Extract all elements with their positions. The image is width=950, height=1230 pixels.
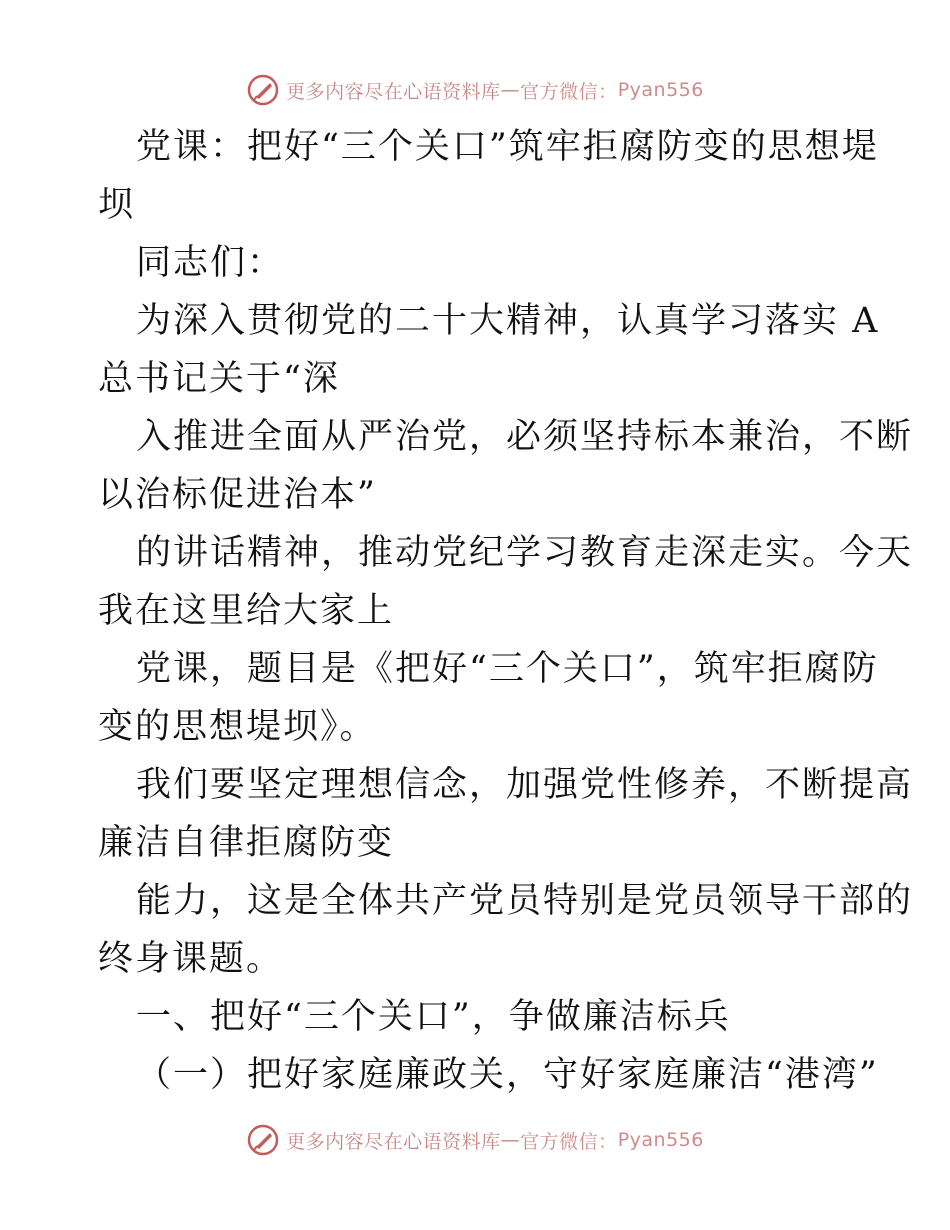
paragraph-line: 党课，题目是《把好“三个关口”，筑牢拒腐防 bbox=[136, 649, 879, 689]
paragraph-line: 的讲话精神，推动党纪学习教育走深走实。今天 bbox=[136, 533, 914, 573]
paragraph-line: 廉洁自律拒腐防变 bbox=[98, 823, 395, 863]
footer-separator: — bbox=[500, 1129, 521, 1151]
paragraph-line: 我们要坚定理想信念，加强党性修养，不断提高 bbox=[136, 765, 914, 805]
salutation: 同志们： bbox=[136, 243, 285, 283]
paragraph-line: 我在这里给大家上 bbox=[98, 591, 395, 631]
paragraph-line: 变的思想堤坝》。 bbox=[98, 707, 377, 747]
footer-wechat-label: 官方微信： bbox=[520, 1130, 618, 1153]
footer-site-text: 更多内容尽在心语资料库 bbox=[286, 1130, 501, 1153]
document-title-line-2: 坝 bbox=[98, 185, 136, 225]
paragraph-line: 入推进全面从严治党，必须坚持标本兼治，不断 bbox=[136, 417, 914, 457]
header-wechat-id: Pyan556 bbox=[617, 79, 704, 101]
header-separator: — bbox=[500, 79, 521, 101]
document-title-line-1: 党课：把好“三个关口”筑牢拒腐防变的思想堤 bbox=[136, 127, 879, 167]
header-wechat-label: 官方微信： bbox=[520, 80, 618, 103]
paragraph-line: 以治标促进治本” bbox=[98, 475, 377, 515]
paragraph-line: 能力，这是全体共产党员特别是党员领导干部的 bbox=[136, 881, 914, 921]
header-site-text: 更多内容尽在心语资料库 bbox=[286, 80, 501, 103]
footer-watermark-banner bbox=[0, 1120, 950, 1160]
document-body bbox=[98, 118, 914, 1104]
subsection-heading: （一）把好家庭廉政关，守好家庭廉洁“港湾” bbox=[136, 1055, 879, 1095]
paragraph-line: 终身课题。 bbox=[98, 939, 284, 979]
paragraph-line: 总书记关于“深 bbox=[98, 359, 340, 399]
quill-logo-icon bbox=[246, 73, 280, 107]
section-heading: 一、把好“三个关口”，争做廉洁标兵 bbox=[136, 997, 731, 1037]
footer-wechat-id: Pyan556 bbox=[617, 1129, 704, 1151]
paragraph-line: 为深入贯彻党的二十大精神，认真学习落实 A bbox=[136, 301, 880, 341]
quill-logo-icon bbox=[246, 1123, 280, 1157]
header-watermark-banner bbox=[0, 70, 950, 110]
